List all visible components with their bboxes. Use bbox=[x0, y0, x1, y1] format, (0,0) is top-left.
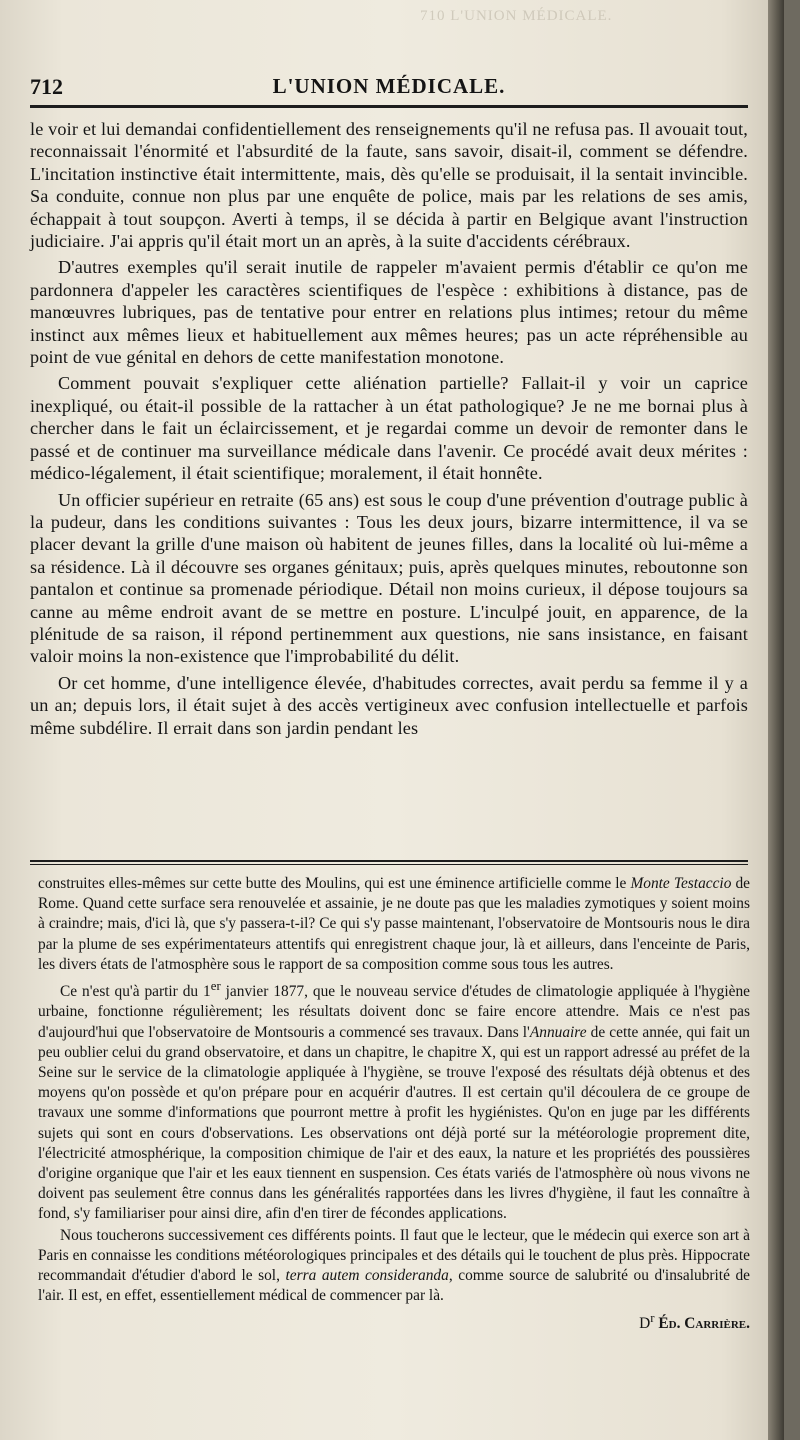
main-paragraph-5: Or cet homme, d'une intelligence élevée, d'habitudes correctes, avait perdu sa femme il y a un an; depuis lors, il était sujet à des accès vertigineux avec confusion intellectuelle et parfois même subdélire. Il errait dans son jardin pendant les bbox=[30, 672, 748, 738]
note-1-italic: Monte Testaccio bbox=[630, 875, 732, 892]
note-paragraph-1 bbox=[38, 874, 750, 975]
running-title: L'UNION MÉDICALE. bbox=[272, 74, 506, 98]
page-edge-shadow bbox=[768, 0, 784, 1440]
note-3-text-a: Nous toucherons successivement ces différents points. Il faut que le lecteur, que le médecin qui exerce son art à Paris en connaisse les conditions météorologiques principales et des détails qui le touchent de plus près. Hippocrate recommandait d'étudier d'abord le sol, bbox=[38, 1226, 750, 1284]
main-paragraph-1: le voir et lui demandai confidentiellement des renseignements qu'il ne refusa pas. Il avouait tout, reconnaissait l'énormité et l'absurdité de la faute, sans savoir, disait-il, comment se défendre. L'incitation instinctive était intermittente, mais, dès qu'elle se produisait, il la sentait invincible. Sa conduite, connue non plus par une enquête de police, mais par les relations de ses amis, échappait à tout soupçon. Averti à temps, il se décida à partir en Belgique avant l'instruction judiciaire. J'ai appris qu'il était mort un an après, à la suite d'accidents cérébraux. bbox=[30, 119, 748, 252]
note-2-italic: Annuaire bbox=[529, 1023, 587, 1041]
section-divider-thin bbox=[30, 864, 748, 865]
main-paragraph-2: D'autres exemples qu'il serait inutile de rappeler m'avaient permis d'établir ce qu'on me pardonnera d'appeler les caractères scientifiques de l'espèce : exhibitions à distance, pas de manœuvres lubriques, pas de tentative pour entrer en relations plus intimes; retour du même instinct aux mêmes lieux et habituellement aux mêmes heures; pas un acte répréhensible au point de vue génital en dehors de cette manifestation monotone. bbox=[30, 257, 748, 368]
note-1-text-a: construites elles-mêmes sur cette butte des Moulins, qui est une éminence artificielle comme le bbox=[38, 875, 631, 892]
note-2-text-d: de cette année, qui fait un peu oublier celui du grand observatoire, et dans un chapitre, le chapitre X, qui est un rapport adressé au préfet de la Seine sur le service de la climatologie appliquée à l'hygiène, se trouve l'exposé des résultats déjà obtenus et des moyens qu'on possède et qu'on prépare pour en acquérir d'autres. Il est certain qu'il découlera de ce groupe de travaux une somme d'informations que pourront mettre à profit les hygiénistes. Qu'on en juge par les différents sujets qui sont en cours d'observations. Les observations ont déjà porté sur la météorologie proprement dite, l'électricité atmosphérique, la composition chimique de l'air et des eaux, la nature et les propriétés des poussières d'origine organique que l'air et les eaux tiennent en suspension. Ces états variés de l'atmosphère où nous vivons ne doivent pas seulement être connus dans les généralités rapportées dans les livres d'hygiène, il faut les connaître à fond, s'y familiariser pour ainsi dire, afin d'en tirer de fécondes applications. bbox=[38, 1023, 750, 1223]
note-3-text-c: , comme source de salubrité ou d'insalubrité de l'air. Il est, en effet, essentiellement médical de commencer par là. bbox=[38, 1266, 750, 1305]
note-3-italic: terra autem consideranda bbox=[285, 1266, 449, 1284]
note-1-text-c: de Rome. Quand cette surface sera renouvelée et assainie, je ne doute pas que les maladies zymotiques y soient moins à craindre; mais, d'ici là, que s'y passera-t-il? Ce qui s'y passe maintenant, l'observatoire de Montsouris nous le dira par la plume de ses expérimentateurs attentifs qui enregistrent chaque jour, là et ailleurs, dans l'enceinte de Paris, les divers états de l'atmosphère sous le rapport de sa composition comme sous tous les autres. bbox=[38, 875, 750, 973]
section-divider bbox=[30, 860, 748, 862]
note-2-text-b: janvier 1877, que le nouveau service d'études de climatologie appliquée à l'hygiène urbaine, fonctionne régulièrement; les résultats doivent donc se faire encore attendre. Mais ce n'est pas d'aujourd'hui que l'observatoire de Montsouris a commencé ses travaux. Dans l' bbox=[38, 983, 751, 1041]
header-rule bbox=[30, 105, 748, 108]
signature-prefix: D bbox=[639, 1315, 651, 1333]
note-2-superscript: er bbox=[210, 979, 221, 994]
feuilleton-text bbox=[38, 874, 750, 1335]
note-paragraph-3 bbox=[38, 1226, 750, 1307]
bleed-through-text: 710 L'UNION MÉDICALE. bbox=[420, 8, 613, 24]
note-paragraph-2 bbox=[38, 976, 750, 1225]
main-article bbox=[30, 118, 748, 739]
signature-prefix-superscript: r bbox=[650, 1311, 655, 1326]
page-number: 712 bbox=[30, 74, 63, 99]
main-paragraph-3: Comment pouvait s'expliquer cette aliénation partielle? Fallait-il y voir un caprice inexpliqué, ou était-il possible de la rattacher à un état pathologique? Je ne me bornai plus à chercher dans le fait un éclaircissement, et je regardai comme un devoir de remonter dans le passé et de continuer ma surveillance médicale dans l'avenir. Ce procédé avait deux mérites : médico-légalement, il était scientifique; moralement, il était honnête. bbox=[30, 373, 748, 484]
signature bbox=[38, 1308, 750, 1334]
note-2-text-a: Ce n'est qu'à partir du 1 bbox=[60, 983, 211, 1001]
main-paragraph-4: Un officier supérieur en retraite (65 ans) est sous le coup d'une prévention d'outrage public à la pudeur, dans les conditions suivantes : Tous les deux jours, bizarre intermittence, il va se placer devant la grille d'une maison où habitent de jeunes filles, dans la localité où lui-même a sa résidence. Là il découvre ses organes génitaux; puis, après quelques minutes, reboutonne son pantalon et continue sa promenade périodique. Détail non moins curieux, il dépose toujours sa canne au même endroit avant de se mettre en posture. L'inculpé jouit, en apparence, de la plénitude de sa raison, il répond pertinemment aux questions, nie sans insistance, en faisant valoir moins la non-existence que l'improbabilité du délit. bbox=[30, 489, 748, 667]
signature-name: Éd. Carrière. bbox=[658, 1315, 750, 1333]
page-header bbox=[30, 70, 748, 104]
